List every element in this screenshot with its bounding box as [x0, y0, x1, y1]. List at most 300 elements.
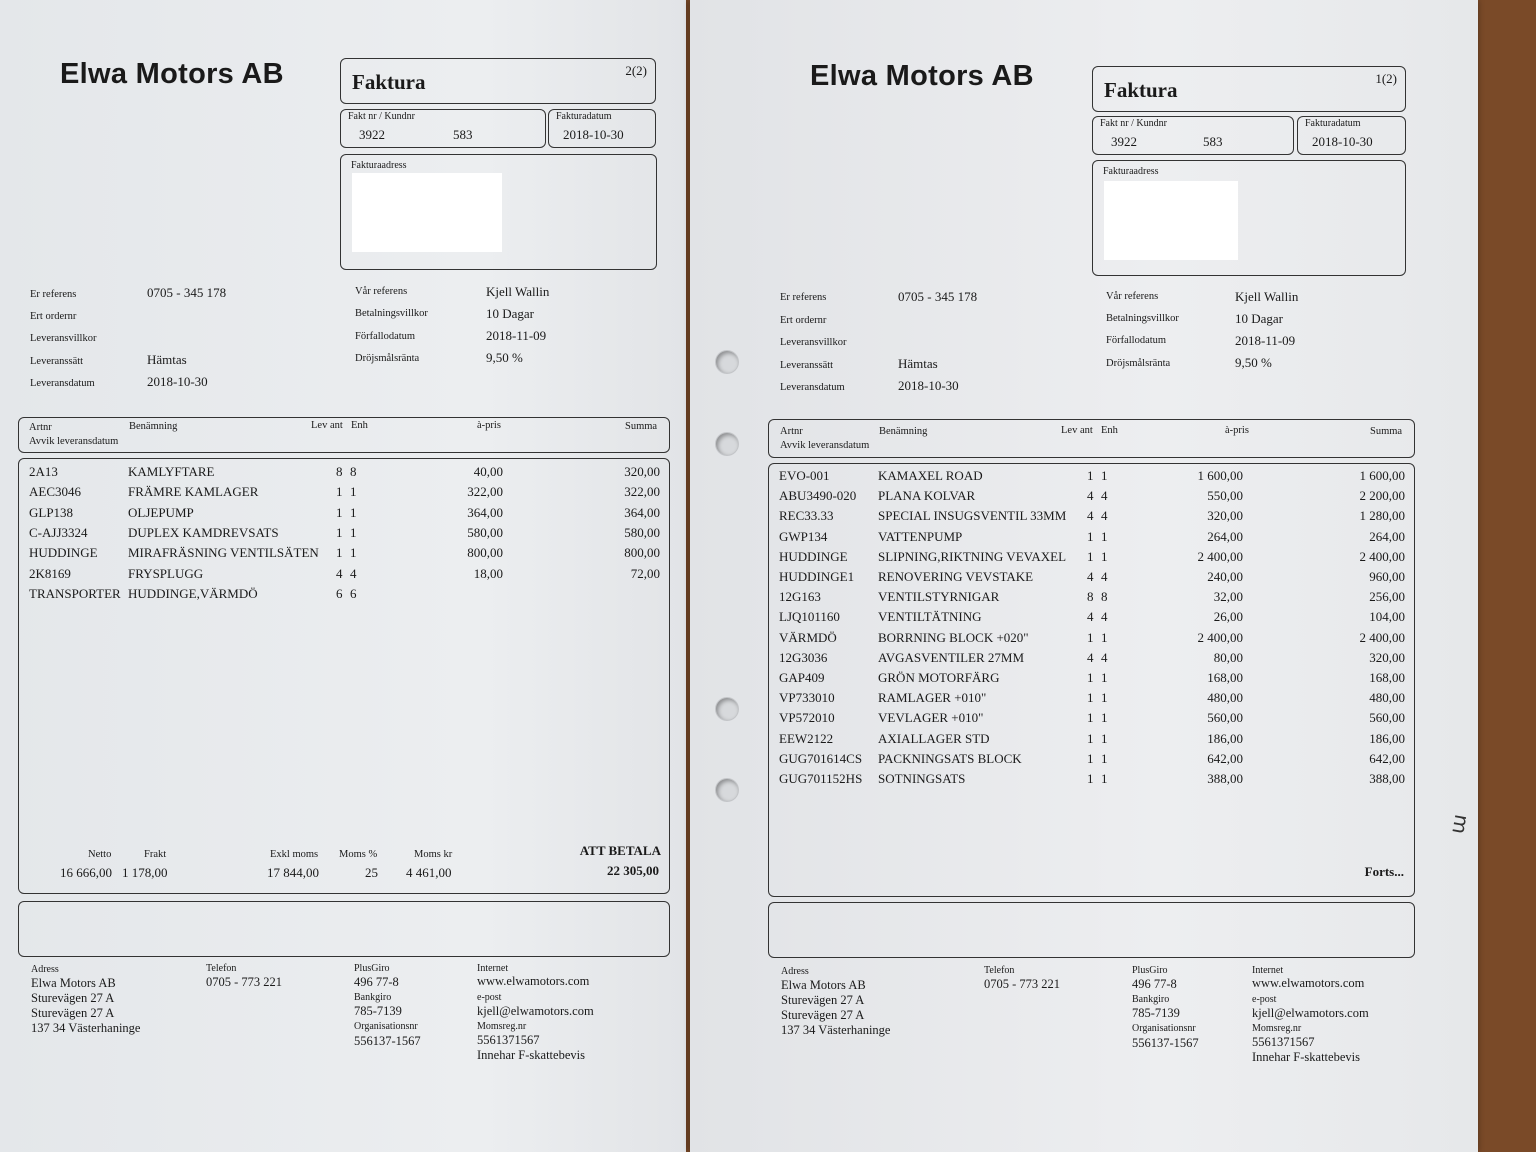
item-description: BORRNING BLOCK +020": [878, 629, 1029, 645]
item-quantity: 8: [336, 464, 343, 479]
item-unit: 4: [1101, 609, 1108, 625]
freight-amount: 1 178,00: [122, 865, 168, 880]
due-date: 2018-11-09: [1235, 333, 1296, 348]
item-sum: 2 400,00: [1359, 629, 1405, 645]
item-artnr: GUG701152HS: [779, 771, 863, 786]
item-artnr: GAP409: [779, 670, 825, 685]
item-sum: 364,00: [624, 504, 660, 520]
item-sum: 168,00: [1369, 670, 1405, 685]
excl-vat-label: Exkl moms: [270, 849, 319, 860]
header-quantity: Lev ant: [311, 420, 343, 431]
freight-label: Frakt: [144, 849, 167, 860]
item-description: VENTILTÄTNING: [878, 609, 982, 625]
item-unit: 1: [1101, 690, 1108, 706]
item-table-header: [768, 419, 1415, 458]
item-sum: 104,00: [1369, 609, 1405, 625]
billing-address-box: [1092, 160, 1406, 276]
header-description: Benämning: [129, 421, 178, 432]
invoice-number-label: Fakt nr / Kundnr: [1100, 118, 1167, 129]
item-sum: 322,00: [624, 484, 660, 500]
delivery-date: 2018-10-30: [898, 378, 959, 393]
item-quantity: 1: [1087, 730, 1094, 746]
footer: [0, 962, 686, 1072]
item-quantity: 1: [1087, 750, 1094, 766]
item-artnr: 12G163: [779, 589, 821, 605]
item-quantity: 4: [336, 565, 343, 581]
table-row: [769, 670, 1414, 690]
item-sum: 264,00: [1369, 528, 1405, 544]
item-artnr: VÄRMDÖ: [779, 629, 837, 645]
item-artnr: GLP138: [29, 504, 74, 520]
delivery-method-label: Leveranssätt: [30, 356, 84, 367]
billing-address-label: Fakturaadress: [351, 160, 407, 171]
item-unit-price: 642,00: [1207, 750, 1243, 766]
vat-amount-label: Moms kr: [414, 849, 453, 860]
item-quantity: 4: [1087, 488, 1094, 504]
company-name: Elwa Motors AB: [60, 58, 284, 90]
item-unit-price: 1 600,00: [1197, 468, 1243, 483]
item-unit: 8: [1101, 589, 1108, 605]
item-unit: 8: [350, 464, 357, 479]
item-artnr: C-AJJ3324: [29, 524, 88, 540]
our-reference: Kjell Wallin: [1235, 289, 1299, 304]
delivery-date: 2018-10-30: [147, 374, 208, 389]
billing-address-label: Fakturaadress: [1103, 166, 1159, 177]
table-row: [19, 566, 669, 586]
item-unit: 1: [1101, 528, 1108, 544]
footer-bankgiro-label: Bankgiro: [354, 992, 392, 1003]
invoice-page-2: [0, 0, 686, 1152]
invoice-date-label: Fakturadatum: [556, 111, 612, 122]
item-artnr: EEW2122: [779, 730, 834, 746]
item-sum: 1 600,00: [1359, 468, 1405, 483]
interest-rate-label: Dröjsmålsränta: [355, 353, 420, 364]
item-quantity: 4: [1087, 569, 1094, 584]
footer-vatreg: 5561371567: [477, 1033, 540, 1047]
header-sum: Summa: [625, 421, 658, 432]
item-table-body: [18, 458, 670, 894]
page-number: 2(2): [625, 63, 647, 78]
item-unit: 1: [350, 484, 357, 500]
invoice-title-box: [1092, 66, 1406, 112]
footer-phone-label: Telefon: [984, 965, 1015, 976]
table-row: [769, 771, 1414, 791]
our-reference: Kjell Wallin: [486, 284, 550, 299]
table-row: [19, 505, 669, 525]
order-number-label: Ert ordernr: [780, 315, 827, 326]
item-unit: 4: [1101, 508, 1108, 524]
your-reference: 0705 - 345 178: [147, 285, 227, 300]
item-quantity: 4: [1087, 508, 1094, 524]
item-unit-price: 580,00: [467, 524, 503, 540]
item-description: PACKNINGSATS BLOCK: [878, 750, 1022, 766]
table-row: [769, 589, 1414, 609]
item-unit: 4: [350, 565, 357, 581]
invoice-title: Faktura: [352, 70, 426, 94]
item-description: PLANA KOLVAR: [878, 488, 976, 504]
footer-website: www.elwamotors.com: [1252, 976, 1365, 990]
item-unit-price: 2 400,00: [1197, 629, 1243, 645]
item-unit-price: 550,00: [1207, 488, 1243, 504]
footer-address-1: Elwa Motors AB: [781, 978, 866, 992]
item-quantity: 1: [1087, 468, 1094, 483]
billing-address-box: [340, 154, 657, 270]
item-quantity: 4: [1087, 649, 1094, 665]
delivery-method-label: Leveranssätt: [780, 360, 834, 371]
table-row: [19, 545, 669, 565]
item-artnr: AEC3046: [29, 484, 81, 500]
item-artnr: ABU3490-020: [779, 488, 857, 504]
footer-phone-label: Telefon: [206, 963, 237, 974]
item-quantity: 1: [1087, 629, 1094, 645]
punch-hole: [716, 351, 738, 373]
footer-f-tax: Innehar F-skattebevis: [477, 1048, 585, 1062]
redacted-address: [352, 173, 502, 252]
footer-bankgiro: 785-7139: [354, 1004, 402, 1018]
item-quantity: 8: [1087, 589, 1094, 605]
item-description: RENOVERING VEVSTAKE: [878, 569, 1034, 584]
payment-terms-label: Betalningsvillkor: [355, 308, 428, 319]
item-artnr: GUG701614CS: [779, 750, 863, 766]
header-deviating-date: Avvik leveransdatum: [780, 440, 870, 451]
item-quantity: 1: [336, 504, 343, 520]
item-unit-price: 2 400,00: [1197, 548, 1243, 564]
invoice-date-label: Fakturadatum: [1305, 118, 1361, 129]
item-description: VEVLAGER +010": [878, 710, 984, 726]
invoice-date-box: [548, 109, 656, 148]
table-row: [19, 464, 669, 484]
footer-plusgiro-label: PlusGiro: [354, 963, 390, 974]
payment-terms: 10 Dagar: [1235, 311, 1284, 326]
header-artnr: Artnr: [780, 426, 803, 437]
due-date-label: Förfallodatum: [1106, 335, 1167, 346]
header-sum: Summa: [1370, 426, 1403, 437]
footer-address-3: Sturevägen 27 A: [31, 1006, 115, 1020]
header-unit: Enh: [351, 420, 368, 431]
footer-email: kjell@elwamotors.com: [477, 1004, 594, 1018]
item-description: DUPLEX KAMDREVSATS: [128, 524, 279, 540]
item-description: VENTILSTYRNIGAR: [878, 589, 1000, 605]
item-sum: 2 400,00: [1359, 548, 1405, 564]
footer-phone: 0705 - 773 221: [206, 975, 283, 989]
invoice-number-box: [340, 109, 546, 148]
footer-email: kjell@elwamotors.com: [1252, 1006, 1369, 1020]
invoice-number: 3922: [1111, 134, 1137, 149]
invoice-page-1: [690, 0, 1478, 1152]
net-amount: 16 666,00: [60, 865, 112, 880]
item-sum: 960,00: [1369, 569, 1405, 584]
item-table-body: [768, 463, 1415, 897]
item-sum: 186,00: [1369, 730, 1405, 746]
invoice-number-box: [1092, 116, 1294, 155]
table-row: [19, 586, 669, 606]
message-box: [768, 902, 1415, 958]
punch-hole: [716, 433, 738, 455]
item-unit: 1: [1101, 730, 1108, 746]
footer: [750, 964, 1440, 1074]
table-row: [769, 751, 1414, 771]
item-unit: 1: [1101, 670, 1108, 685]
footer-address-4: 137 34 Västerhaninge: [781, 1023, 891, 1037]
item-unit: 4: [1101, 488, 1108, 504]
item-unit: 4: [1101, 649, 1108, 665]
item-description: FRYSPLUGG: [128, 565, 204, 581]
item-description: HUDDINGE,VÄRMDÖ: [128, 585, 258, 601]
item-artnr: 2A13: [29, 464, 58, 479]
footer-address-label: Adress: [31, 964, 59, 975]
header-artnr: Artnr: [29, 422, 52, 433]
invoice-number-label: Fakt nr / Kundnr: [348, 111, 415, 122]
your-reference: 0705 - 345 178: [898, 289, 978, 304]
item-description: GRÖN MOTORFÄRG: [878, 670, 1000, 685]
delivery-date-label: Leveransdatum: [780, 382, 845, 393]
item-quantity: 1: [1087, 690, 1094, 706]
redacted-address: [1104, 181, 1238, 260]
item-unit-price: 40,00: [473, 464, 503, 479]
footer-bankgiro: 785-7139: [1132, 1006, 1180, 1020]
item-quantity: 1: [1087, 771, 1094, 786]
item-unit-price: 18,00: [473, 565, 503, 581]
item-unit: 1: [350, 545, 357, 561]
item-description: OLJEPUMP: [128, 504, 194, 520]
invoice-title-box: [340, 58, 656, 104]
footer-address-3: Sturevägen 27 A: [781, 1008, 865, 1022]
item-unit: 1: [1101, 710, 1108, 726]
item-artnr: 2K8169: [29, 565, 71, 581]
item-artnr: REC33.33: [779, 508, 834, 524]
item-sum: 388,00: [1369, 771, 1405, 786]
delivery-terms-label: Leveransvillkor: [780, 337, 847, 348]
customer-number: 583: [453, 127, 473, 142]
due-date-label: Förfallodatum: [355, 331, 416, 342]
table-row: [19, 484, 669, 504]
item-unit-price: 240,00: [1207, 569, 1243, 584]
footer-f-tax: Innehar F-skattebevis: [1252, 1050, 1360, 1064]
table-row: [769, 690, 1414, 710]
item-unit-price: 388,00: [1207, 771, 1243, 786]
item-description: KAMLYFTARE: [128, 464, 215, 479]
item-sum: 2 200,00: [1359, 488, 1405, 504]
invoice-number: 3922: [359, 127, 385, 142]
header-unit: Enh: [1101, 425, 1118, 436]
item-sum: 560,00: [1369, 710, 1405, 726]
item-table-header: [18, 417, 670, 453]
header-deviating-date: Avvik leveransdatum: [29, 436, 119, 447]
footer-address-2: Sturevägen 27 A: [781, 993, 865, 1007]
item-quantity: 1: [336, 524, 343, 540]
item-unit: 1: [1101, 750, 1108, 766]
item-unit: 4: [1101, 569, 1108, 584]
item-unit-price: 364,00: [467, 504, 503, 520]
invoice-title: Faktura: [1104, 78, 1178, 102]
your-reference-label: Er referens: [780, 292, 827, 303]
punch-hole: [716, 779, 738, 801]
item-sum: 642,00: [1369, 750, 1405, 766]
vat-percent-label: Moms %: [339, 849, 378, 860]
footer-plusgiro-label: PlusGiro: [1132, 965, 1168, 976]
payment-terms: 10 Dagar: [486, 306, 535, 321]
item-sum: 1 280,00: [1359, 508, 1405, 524]
item-unit-price: 560,00: [1207, 710, 1243, 726]
item-unit-price: 800,00: [467, 545, 503, 561]
punch-hole: [716, 698, 738, 720]
footer-orgnr-label: Organisationsnr: [354, 1021, 418, 1032]
footer-email-label: e-post: [477, 992, 502, 1003]
invoice-date-box: [1297, 116, 1406, 155]
item-description: AVGASVENTILER 27MM: [878, 649, 1025, 665]
item-quantity: 1: [1087, 528, 1094, 544]
delivery-method: Hämtas: [898, 356, 938, 371]
item-quantity: 1: [336, 484, 343, 500]
table-row: [769, 529, 1414, 549]
item-description: SPECIAL INSUGSVENTIL 33MM: [878, 508, 1067, 524]
invoice-date: 2018-10-30: [1312, 134, 1373, 149]
item-artnr: VP733010: [779, 690, 835, 706]
item-quantity: 1: [1087, 670, 1094, 685]
footer-orgnr: 556137-1567: [354, 1034, 421, 1048]
item-description: SLIPNING,RIKTNING VEVAXEL: [878, 548, 1067, 564]
delivery-terms-label: Leveransvillkor: [30, 333, 97, 344]
footer-address-1: Elwa Motors AB: [31, 976, 116, 990]
footer-vatreg: 5561371567: [1252, 1035, 1315, 1049]
item-unit-price: 186,00: [1207, 730, 1243, 746]
footer-address-2: Sturevägen 27 A: [31, 991, 115, 1005]
table-row: [19, 525, 669, 545]
excl-vat-amount: 17 844,00: [267, 865, 319, 880]
item-description: AXIALLAGER STD: [878, 730, 990, 746]
header-description: Benämning: [879, 426, 928, 437]
item-description: FRÄMRE KAMLAGER: [128, 484, 259, 500]
item-unit-price: 32,00: [1213, 589, 1243, 605]
item-description: RAMLAGER +010": [878, 690, 987, 706]
table-row: [769, 731, 1414, 751]
table-row: [769, 549, 1414, 569]
company-name: Elwa Motors AB: [810, 60, 1034, 92]
footer-vatreg-label: Momsreg.nr: [1252, 1023, 1302, 1034]
item-description: SOTNINGSATS: [878, 771, 966, 786]
your-reference-label: Er referens: [30, 289, 77, 300]
order-number-label: Ert ordernr: [30, 311, 77, 322]
interest-rate: 9,50 %: [486, 350, 523, 365]
table-row: [769, 650, 1414, 670]
item-quantity: 4: [1087, 609, 1094, 625]
header-unit-price: à-pris: [1225, 425, 1249, 436]
item-sum: 800,00: [624, 545, 660, 561]
delivery-date-label: Leveransdatum: [30, 378, 95, 389]
vat-amount: 4 461,00: [406, 865, 452, 880]
table-row: [769, 508, 1414, 528]
item-quantity: 6: [336, 585, 343, 601]
item-sum: 320,00: [624, 464, 660, 479]
item-artnr: VP572010: [779, 710, 835, 726]
footer-internet-label: Internet: [477, 963, 509, 974]
item-artnr: EVO-001: [779, 468, 830, 483]
item-artnr: HUDDINGE1: [779, 569, 855, 584]
amount-due: 22 305,00: [607, 863, 659, 878]
our-reference-label: Vår referens: [355, 286, 408, 297]
interest-rate: 9,50 %: [1235, 355, 1272, 370]
header-quantity: Lev ant: [1061, 425, 1093, 436]
item-unit-price: 264,00: [1207, 528, 1243, 544]
footer-orgnr-label: Organisationsnr: [1132, 1023, 1196, 1034]
item-sum: 256,00: [1369, 589, 1405, 605]
item-unit-price: 320,00: [1207, 508, 1243, 524]
item-artnr: TRANSPORTER: [29, 585, 121, 601]
vat-percent: 25: [365, 865, 378, 880]
handwritten-mark: ɯ: [1444, 812, 1472, 836]
customer-number: 583: [1203, 134, 1223, 149]
item-sum: 480,00: [1369, 690, 1405, 706]
item-unit-price: 322,00: [467, 484, 503, 500]
item-unit-price: 168,00: [1207, 670, 1243, 685]
item-description: KAMAXEL ROAD: [878, 468, 983, 483]
item-artnr: GWP134: [779, 528, 828, 544]
footer-plusgiro: 496 77-8: [1132, 977, 1177, 991]
footer-internet-label: Internet: [1252, 965, 1284, 976]
page-number: 1(2): [1375, 71, 1397, 86]
item-unit: 1: [350, 504, 357, 520]
table-row: [769, 710, 1414, 730]
due-date: 2018-11-09: [486, 328, 547, 343]
item-unit-price: 80,00: [1213, 649, 1243, 665]
our-reference-label: Vår referens: [1106, 291, 1159, 302]
footer-vatreg-label: Momsreg.nr: [477, 1021, 527, 1032]
item-artnr: HUDDINGE: [29, 545, 98, 561]
item-description: MIRAFRÄSNING VENTILSÄTEN: [128, 545, 319, 561]
continued-label: Forts...: [1364, 864, 1404, 879]
item-unit: 1: [1101, 771, 1108, 786]
item-unit: 1: [1101, 468, 1108, 483]
item-description: VATTENPUMP: [878, 528, 963, 544]
footer-plusgiro: 496 77-8: [354, 975, 399, 989]
table-row: [769, 569, 1414, 589]
item-sum: 72,00: [630, 565, 660, 581]
item-artnr: HUDDINGE: [779, 548, 848, 564]
amount-due-label: ATT BETALA: [579, 843, 661, 858]
table-row: [769, 468, 1414, 488]
item-unit-price: 480,00: [1207, 690, 1243, 706]
item-quantity: 1: [1087, 548, 1094, 564]
item-unit: 1: [1101, 548, 1108, 564]
footer-email-label: e-post: [1252, 994, 1277, 1005]
payment-terms-label: Betalningsvillkor: [1106, 313, 1179, 324]
item-unit: 1: [1101, 629, 1108, 645]
header-unit-price: à-pris: [477, 420, 501, 431]
message-box: [18, 901, 670, 957]
table-row: [769, 609, 1414, 629]
footer-address-label: Adress: [781, 966, 809, 977]
delivery-method: Hämtas: [147, 352, 187, 367]
item-quantity: 1: [336, 545, 343, 561]
footer-orgnr: 556137-1567: [1132, 1036, 1199, 1050]
item-artnr: 12G3036: [779, 649, 828, 665]
item-unit: 6: [350, 585, 357, 601]
footer-bankgiro-label: Bankgiro: [1132, 994, 1170, 1005]
item-sum: 320,00: [1369, 649, 1405, 665]
invoice-date: 2018-10-30: [563, 127, 624, 142]
item-sum: 580,00: [624, 524, 660, 540]
interest-rate-label: Dröjsmålsränta: [1106, 358, 1171, 369]
footer-phone: 0705 - 773 221: [984, 977, 1061, 991]
item-artnr: LJQ101160: [779, 609, 840, 625]
table-row: [769, 630, 1414, 650]
item-unit-price: 26,00: [1213, 609, 1243, 625]
table-row: [769, 488, 1414, 508]
net-label: Netto: [88, 849, 112, 860]
item-quantity: 1: [1087, 710, 1094, 726]
footer-address-4: 137 34 Västerhaninge: [31, 1021, 141, 1035]
footer-website: www.elwamotors.com: [477, 974, 590, 988]
